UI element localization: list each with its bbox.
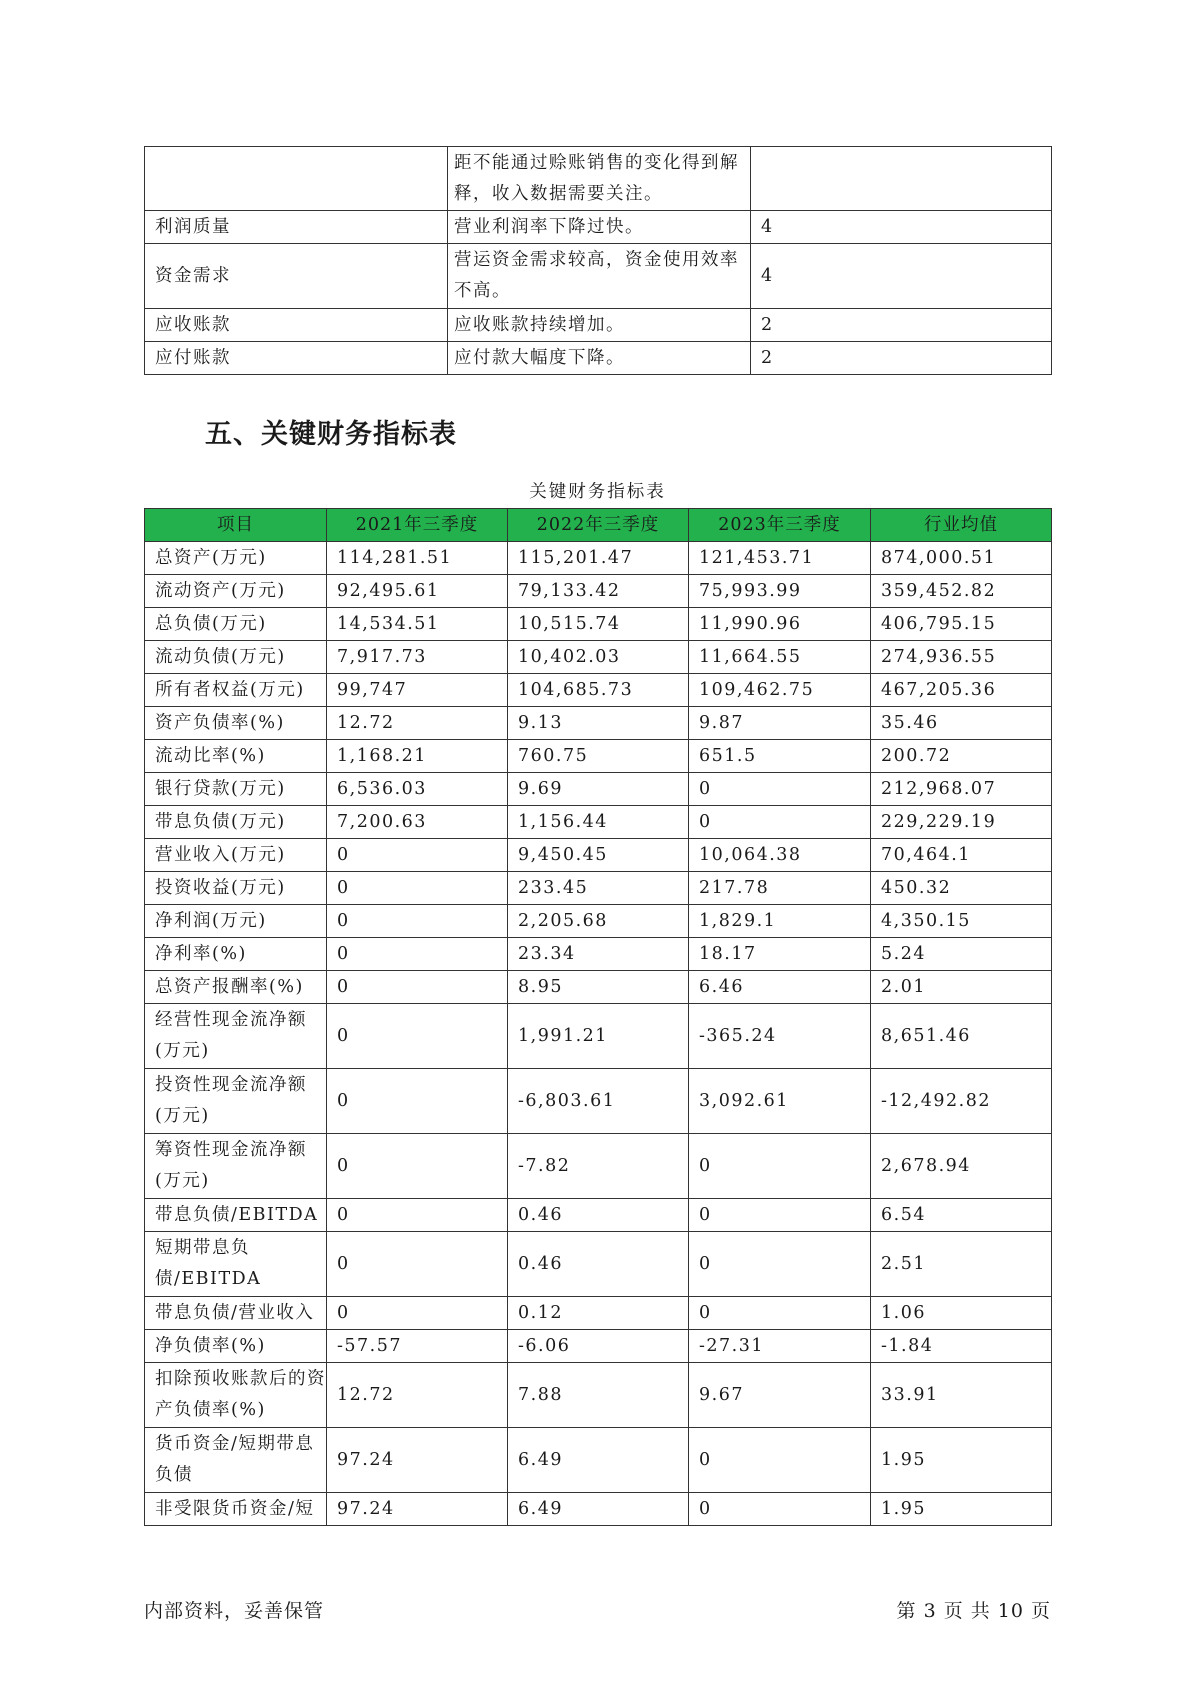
value-cell: 229,229.19 (871, 806, 1052, 839)
value-cell: 0 (327, 872, 508, 905)
table-row (145, 641, 1052, 674)
table-row (145, 608, 1052, 641)
column-header: 2023年三季度 (689, 509, 871, 542)
value-cell: -1.84 (871, 1330, 1052, 1363)
value-cell: -365.24 (689, 1004, 871, 1069)
value-cell: 79,133.42 (508, 575, 689, 608)
value-cell: 9,450.45 (508, 839, 689, 872)
value-cell: 7,200.63 (327, 806, 508, 839)
value-cell: 10,515.74 (508, 608, 689, 641)
risk-description: 营运资金需求较高，资金使用效率不高。 (448, 244, 751, 309)
table-body (145, 542, 1052, 1526)
indicator-name-cell: 所有者权益(万元) (145, 674, 327, 707)
value-cell: -6.06 (508, 1330, 689, 1363)
value-cell: 97.24 (327, 1493, 508, 1526)
value-cell: 3,092.61 (689, 1069, 871, 1134)
value-cell: 18.17 (689, 938, 871, 971)
indicator-name-cell: 带息负债/营业收入 (145, 1297, 327, 1330)
indicator-name-cell: 短期带息负债/EBITDA (145, 1232, 327, 1297)
value-cell: 233.45 (508, 872, 689, 905)
table-row (145, 147, 1052, 211)
value-cell: 1,829.1 (689, 905, 871, 938)
value-cell: 97.24 (327, 1428, 508, 1493)
indicator-name-cell: 扣除预收账款后的资产负债率(%) (145, 1363, 327, 1428)
value-cell: 6.49 (508, 1493, 689, 1526)
footer-page-number: 第 3 页 共 10 页 (896, 1600, 1051, 1622)
value-cell: 0 (327, 1232, 508, 1297)
indicator-name-cell: 总资产报酬率(%) (145, 971, 327, 1004)
value-cell: 109,462.75 (689, 674, 871, 707)
value-cell: 274,936.55 (871, 641, 1052, 674)
risk-score: 2 (751, 342, 1052, 375)
risk-category: 应付账款 (145, 342, 448, 375)
value-cell: 8,651.46 (871, 1004, 1052, 1069)
indicator-name-cell: 净利率(%) (145, 938, 327, 971)
value-cell: 0 (327, 1069, 508, 1134)
table-row (145, 1330, 1052, 1363)
header-row (145, 509, 1052, 542)
indicator-name-cell: 总负债(万元) (145, 608, 327, 641)
value-cell: 14,534.51 (327, 608, 508, 641)
risk-category: 资金需求 (145, 244, 448, 309)
indicator-name-cell: 投资性现金流净额(万元) (145, 1069, 327, 1134)
value-cell: 1,168.21 (327, 740, 508, 773)
value-cell: 2,205.68 (508, 905, 689, 938)
value-cell: 0 (689, 806, 871, 839)
risk-score (751, 147, 1052, 211)
value-cell: 6.49 (508, 1428, 689, 1493)
value-cell: 12.72 (327, 707, 508, 740)
value-cell: 11,990.96 (689, 608, 871, 641)
value-cell: 0 (327, 1199, 508, 1232)
risk-score: 2 (751, 309, 1052, 342)
value-cell: 4,350.15 (871, 905, 1052, 938)
value-cell: 33.91 (871, 1363, 1052, 1428)
value-cell: 1.95 (871, 1493, 1052, 1526)
footer-confidential-note: 内部资料，妥善保管 (144, 1600, 325, 1622)
table-row (145, 707, 1052, 740)
table-row (145, 872, 1052, 905)
column-header: 项目 (145, 509, 327, 542)
table-row (145, 1493, 1052, 1526)
risk-score: 4 (751, 244, 1052, 309)
value-cell: 0 (689, 1134, 871, 1199)
table-row (145, 938, 1052, 971)
value-cell: 0 (689, 1493, 871, 1526)
value-cell: 0.46 (508, 1199, 689, 1232)
value-cell: 70,464.1 (871, 839, 1052, 872)
value-cell: 2,678.94 (871, 1134, 1052, 1199)
value-cell: 23.34 (508, 938, 689, 971)
risk-description: 距不能通过赊账销售的变化得到解释，收入数据需要关注。 (448, 147, 751, 211)
value-cell: 0 (327, 971, 508, 1004)
value-cell: 0 (689, 1297, 871, 1330)
table-row (145, 1134, 1052, 1199)
indicator-name-cell: 净负债率(%) (145, 1330, 327, 1363)
value-cell: 212,968.07 (871, 773, 1052, 806)
indicator-name-cell: 净利润(万元) (145, 905, 327, 938)
table-row (145, 1428, 1052, 1493)
value-cell: 0 (689, 773, 871, 806)
value-cell: 9.67 (689, 1363, 871, 1428)
value-cell: 0 (689, 1232, 871, 1297)
indicator-name-cell: 货币资金/短期带息负债 (145, 1428, 327, 1493)
value-cell: 104,685.73 (508, 674, 689, 707)
value-cell: 651.5 (689, 740, 871, 773)
value-cell: 1.06 (871, 1297, 1052, 1330)
table-row (145, 575, 1052, 608)
indicator-name-cell: 资产负债率(%) (145, 707, 327, 740)
table-row (145, 1363, 1052, 1428)
value-cell: -57.57 (327, 1330, 508, 1363)
value-cell: 115,201.47 (508, 542, 689, 575)
value-cell: 11,664.55 (689, 641, 871, 674)
table-row (145, 773, 1052, 806)
table-row (145, 309, 1052, 342)
value-cell: 75,993.99 (689, 575, 871, 608)
indicator-name-cell: 经营性现金流净额(万元) (145, 1004, 327, 1069)
table-row (145, 1297, 1052, 1330)
value-cell: 35.46 (871, 707, 1052, 740)
value-cell: 0 (689, 1199, 871, 1232)
indicator-name-cell: 总资产(万元) (145, 542, 327, 575)
table-row (145, 674, 1052, 707)
risk-description: 应收账款持续增加。 (448, 309, 751, 342)
value-cell: 12.72 (327, 1363, 508, 1428)
risk-table (144, 146, 1052, 375)
value-cell: 0.12 (508, 1297, 689, 1330)
value-cell: 200.72 (871, 740, 1052, 773)
value-cell: 10,402.03 (508, 641, 689, 674)
value-cell: 9.13 (508, 707, 689, 740)
value-cell: 0 (327, 905, 508, 938)
value-cell: 450.32 (871, 872, 1052, 905)
value-cell: 7,917.73 (327, 641, 508, 674)
indicator-name-cell: 投资收益(万元) (145, 872, 327, 905)
indicator-name-cell: 流动资产(万元) (145, 575, 327, 608)
table-row (145, 1199, 1052, 1232)
indicator-name-cell: 非受限货币资金/短 (145, 1493, 327, 1526)
value-cell: -6,803.61 (508, 1069, 689, 1134)
value-cell: 760.75 (508, 740, 689, 773)
value-cell: 467,205.36 (871, 674, 1052, 707)
table-row (145, 1069, 1052, 1134)
section-heading: 五、关键财务指标表 (205, 419, 457, 450)
value-cell: 0 (327, 938, 508, 971)
risk-description: 营业利润率下降过快。 (448, 211, 751, 244)
table-row (145, 971, 1052, 1004)
value-cell: 99,747 (327, 674, 508, 707)
risk-score: 4 (751, 211, 1052, 244)
value-cell: 7.88 (508, 1363, 689, 1428)
value-cell: 121,453.71 (689, 542, 871, 575)
indicator-name-cell: 带息负债(万元) (145, 806, 327, 839)
column-header: 2021年三季度 (327, 509, 508, 542)
table-row (145, 905, 1052, 938)
table-row (145, 211, 1052, 244)
table-row (145, 839, 1052, 872)
risk-category: 利润质量 (145, 211, 448, 244)
risk-category: 应收账款 (145, 309, 448, 342)
indicator-name-cell: 银行贷款(万元) (145, 773, 327, 806)
value-cell: 114,281.51 (327, 542, 508, 575)
value-cell: 0 (327, 1297, 508, 1330)
table-caption: 关键财务指标表 (529, 482, 666, 502)
indicator-name-cell: 流动负债(万元) (145, 641, 327, 674)
risk-description: 应付款大幅度下降。 (448, 342, 751, 375)
value-cell: 10,064.38 (689, 839, 871, 872)
table-row (145, 542, 1052, 575)
value-cell: 0 (327, 1134, 508, 1199)
table-row (145, 806, 1052, 839)
value-cell: -27.31 (689, 1330, 871, 1363)
value-cell: 2.01 (871, 971, 1052, 1004)
risk-table-body (145, 147, 1052, 375)
value-cell: 359,452.82 (871, 575, 1052, 608)
value-cell: 1,156.44 (508, 806, 689, 839)
indicator-name-cell: 营业收入(万元) (145, 839, 327, 872)
value-cell: 9.69 (508, 773, 689, 806)
indicator-name-cell: 流动比率(%) (145, 740, 327, 773)
column-header: 2022年三季度 (508, 509, 689, 542)
value-cell: 9.87 (689, 707, 871, 740)
value-cell: 6.54 (871, 1199, 1052, 1232)
value-cell: 0 (327, 839, 508, 872)
value-cell: 0 (689, 1428, 871, 1493)
value-cell: 0 (327, 1004, 508, 1069)
indicator-name-cell: 筹资性现金流净额(万元) (145, 1134, 327, 1199)
table-header (145, 509, 1052, 542)
value-cell: -7.82 (508, 1134, 689, 1199)
value-cell: 874,000.51 (871, 542, 1052, 575)
table-row (145, 1004, 1052, 1069)
indicator-name-cell: 带息负债/EBITDA (145, 1199, 327, 1232)
table-row (145, 1232, 1052, 1297)
table-row (145, 244, 1052, 309)
value-cell: 92,495.61 (327, 575, 508, 608)
value-cell: 1,991.21 (508, 1004, 689, 1069)
value-cell: 1.95 (871, 1428, 1052, 1493)
table-row (145, 342, 1052, 375)
value-cell: 2.51 (871, 1232, 1052, 1297)
value-cell: 6,536.03 (327, 773, 508, 806)
column-header: 行业均值 (871, 509, 1052, 542)
value-cell: 5.24 (871, 938, 1052, 971)
table-row (145, 740, 1052, 773)
financial-indicators-table (144, 508, 1052, 1526)
value-cell: 8.95 (508, 971, 689, 1004)
value-cell: 217.78 (689, 872, 871, 905)
value-cell: 406,795.15 (871, 608, 1052, 641)
value-cell: 6.46 (689, 971, 871, 1004)
value-cell: -12,492.82 (871, 1069, 1052, 1134)
value-cell: 0.46 (508, 1232, 689, 1297)
risk-category (145, 147, 448, 211)
